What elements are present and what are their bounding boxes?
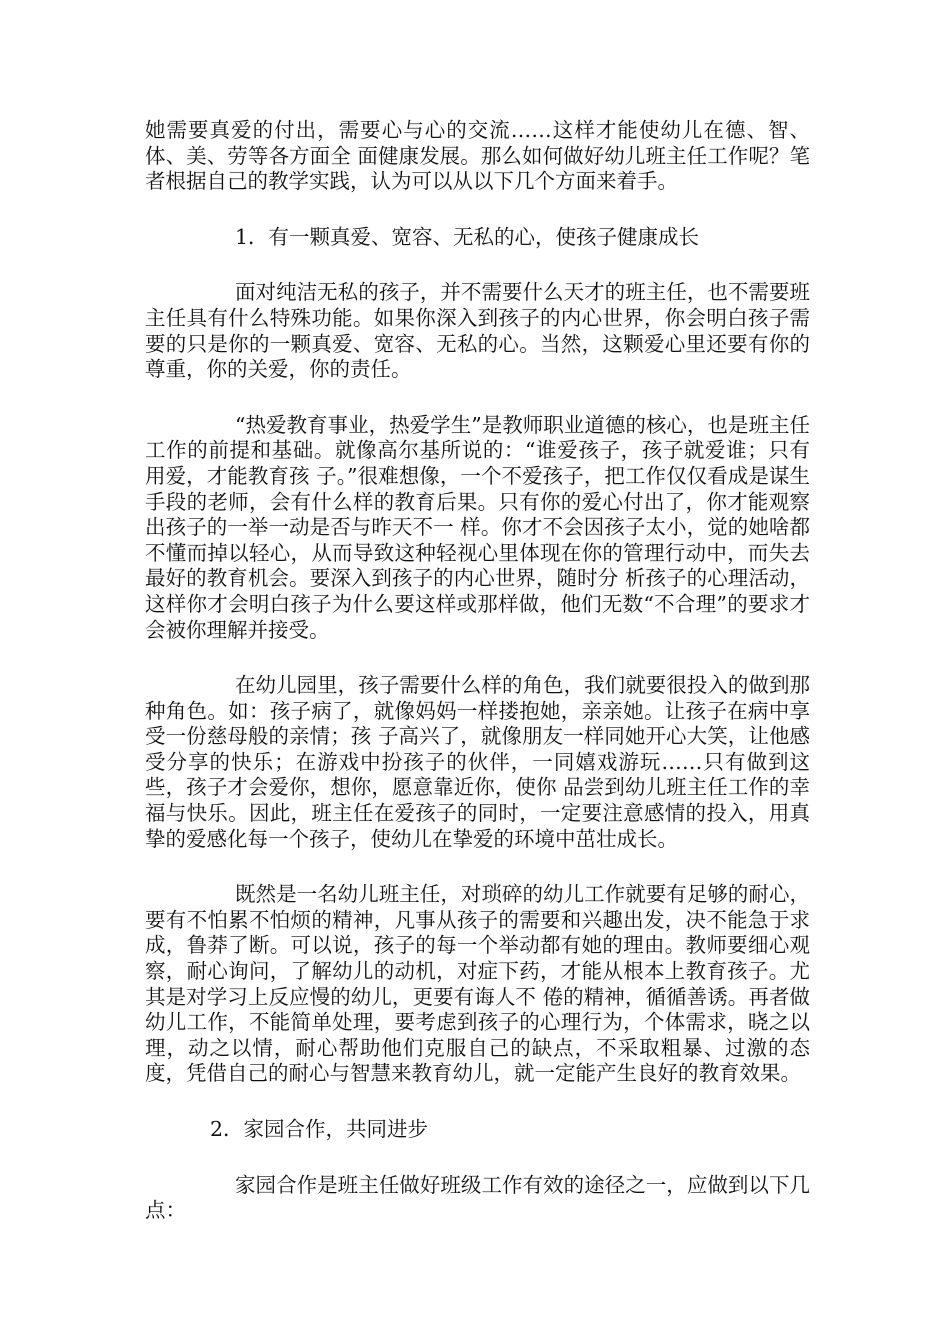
paragraph-5: 家园合作是班主任做好班级工作有效的途径之一，应做到以下几点： [145,1172,810,1223]
section-heading-1: 1．有一颗真爱、宽容、无私的心，使孩子健康成长 [235,224,700,249]
intro-paragraph: 她需要真爱的付出，需要心与心的交流……这样才能使幼儿在德、智、体、美、劳等各方面全 面健康发展。那么如何做好幼儿班主任工作呢？笔者根据自己的教学实践，认为可以从以下几个方面来着手。 [145,118,810,194]
paragraph-2: “热爱教育事业，热爱学生”是教师职业道德的核心，也是班主任工作的前提和基础。就像高尔基所说的：“谁爱孩子，孩子就爱谁；只有用爱，才能教育孩 子。”很难想像，一个不爱孩子，把工作仅仅看成是谋生手段的老师，会有什么样的教育后果。只有你的爱心付出了，你才能观察出孩子的一举一动是否与昨天不一 样。你才不会因孩子太小，觉的她啥都不懂而掉以轻心，从而导致这种轻视心里体现在你的管理行动中，而失去最好的教育机会。要深入到孩子的内心世界，随时分 析孩子的心理活动，这样你才会明白孩子为什么要这样或那样做，他们无数“不合理”的要求才会被你理解并接受。 [145,412,810,642]
document-page [145,118,810,1224]
paragraph-1: 面对纯洁无私的孩子，并不需要什么天才的班主任，也不需要班主任具有什么特殊功能。如果你深入到孩子的内心世界，你会明白孩子需要的只是你的一颗真爱、宽容、无私的心。当然，这颗爱心里还要有你的尊重，你的关爱，你的责任。 [145,280,810,382]
section-heading-2: 2．家园合作，共同进步 [210,1117,429,1141]
paragraph-3: 在幼儿园里，孩子需要什么样的角色，我们就要很投入的做到那种角色。如：孩子病了，就像妈妈一样搂抱她，亲亲她。让孩子在病中享受一份慈母般的亲情；孩 子高兴了，就像朋友一样同她开心大笑，让他感受分享的快乐；在游戏中扮孩子的伙伴，一同嬉戏游玩……只有做到这些，孩子才会爱你，想你，愿意靠近你，使你 品尝到幼儿班主任工作的幸福与快乐。因此，班主任在爱孩子的同时，一定要注意感情的投入，用真挚的爱感化每一个孩子，使幼儿在挚爱的环境中茁壮成长。 [145,673,810,851]
paragraph-4: 既然是一名幼儿班主任，对琐碎的幼儿工作就要有足够的耐心，要有不怕累不怕烦的精神，凡事从孩子的需要和兴趣出发，决不能急于求成，鲁莽了断。可以说，孩子的每一个举动都有她的理由。教师要细心观察，耐心询问，了解幼儿的动机，对症下药，才能从根本上教育孩子。尤其是对学习上反应慢的幼儿，更要有诲人不 倦的精神，循循善诱。再者做幼儿工作，不能简单处理，要考虑到孩子的心理行为，个体需求，晓之以理，动之以情，耐心帮助他们克服自己的缺点，不采取粗暴、过激的态度，凭借自己的耐心与智慧来教育幼儿，就一定能产生良好的教育效果。 [145,882,810,1086]
